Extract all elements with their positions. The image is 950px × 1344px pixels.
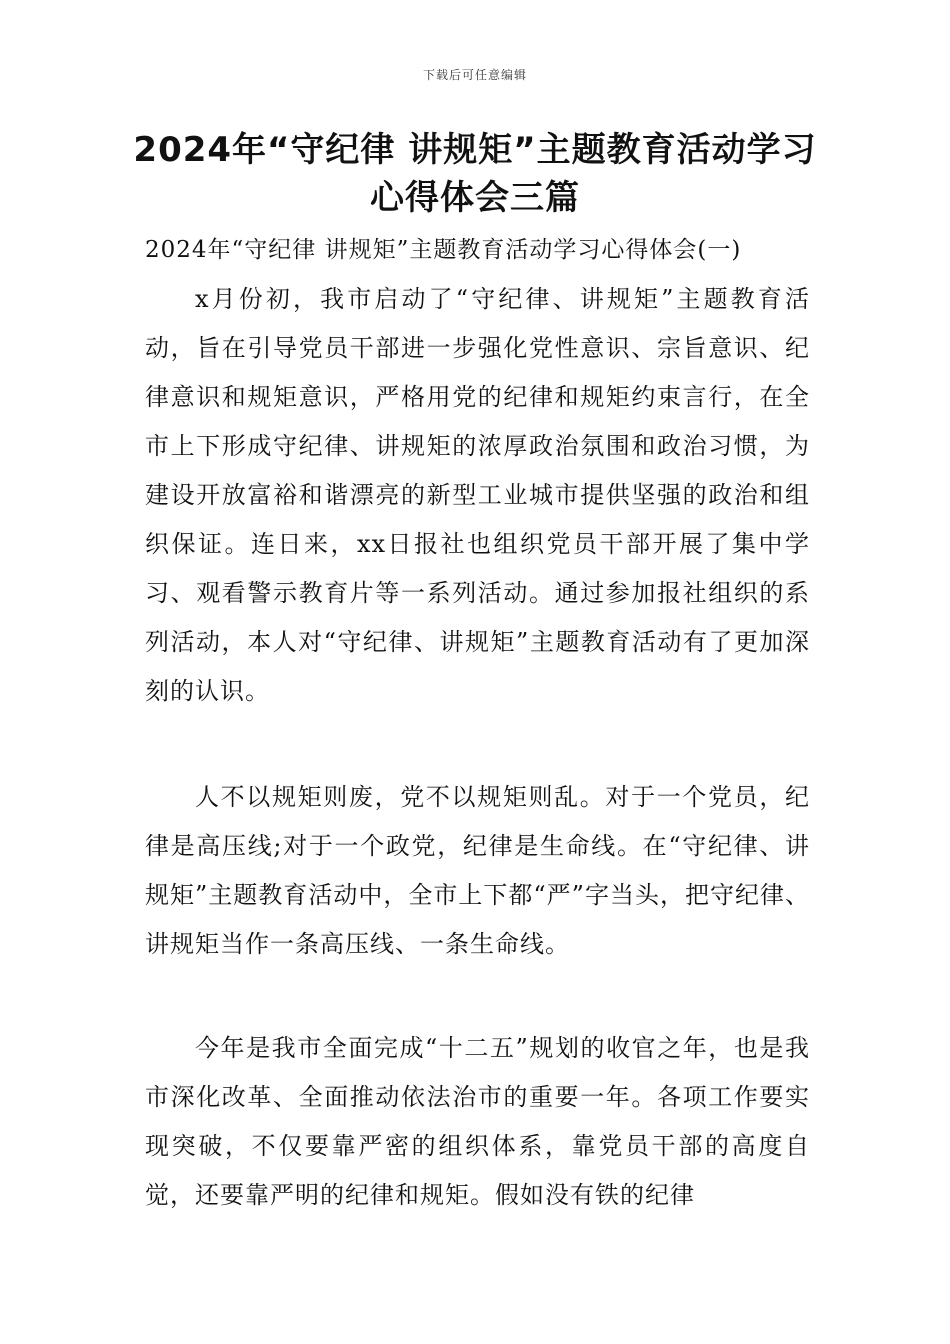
paragraph-2-block [145, 773, 810, 969]
paragraph: 今年是我市全面完成“十二五”规划的收官之年，也是我市深化改革、全面推动依法治市的重要一年。各项工作要实现突破，不仅要靠严密的组织体系，靠党员干部的高度自觉，还要靠严明的纪律和规矩。假如没有铁的纪律 [145, 1034, 810, 1209]
paragraph-1-block [145, 275, 810, 716]
paragraph: 人不以规矩则废，党不以规矩则乱。对于一个党员，纪律是高压线;对于一个政党，纪律是生命线。在“守纪律、讲规矩”主题教育活动中，全市上下都“严”字当头，把守纪律、讲规矩当作一条高压线、一条生命线。 [145, 783, 810, 958]
section-subtitle: 2024年“守纪律 讲规矩”主题教育活动学习心得体会(一) [145, 237, 742, 263]
paragraph: x月份初，我市启动了“守纪律、讲规矩”主题教育活动，旨在引导党员干部进一步强化党性意识、宗旨意识、纪律意识和规矩意识，严格用党的纪律和规矩约束言行，在全市上下形成守纪律、讲规矩的浓厚政治氛围和政治习惯，为建设开放富裕和谐漂亮的新型工业城市提供坚强的政治和组织保证。连日来，xx日报社也组织党员干部开展了集中学习、观看警示教育片等一系列活动。通过参加报社组织的系列活动，本人对“守纪律、讲规矩”主题教育活动有了更加深刻的认识。 [145, 285, 810, 705]
paragraph-3-block [145, 1024, 810, 1220]
document-title: 2024年“守纪律 讲规矩”主题教育活动学习心得体会三篇 [133, 130, 817, 218]
header-note: 下载后可任意编辑 [422, 68, 527, 82]
